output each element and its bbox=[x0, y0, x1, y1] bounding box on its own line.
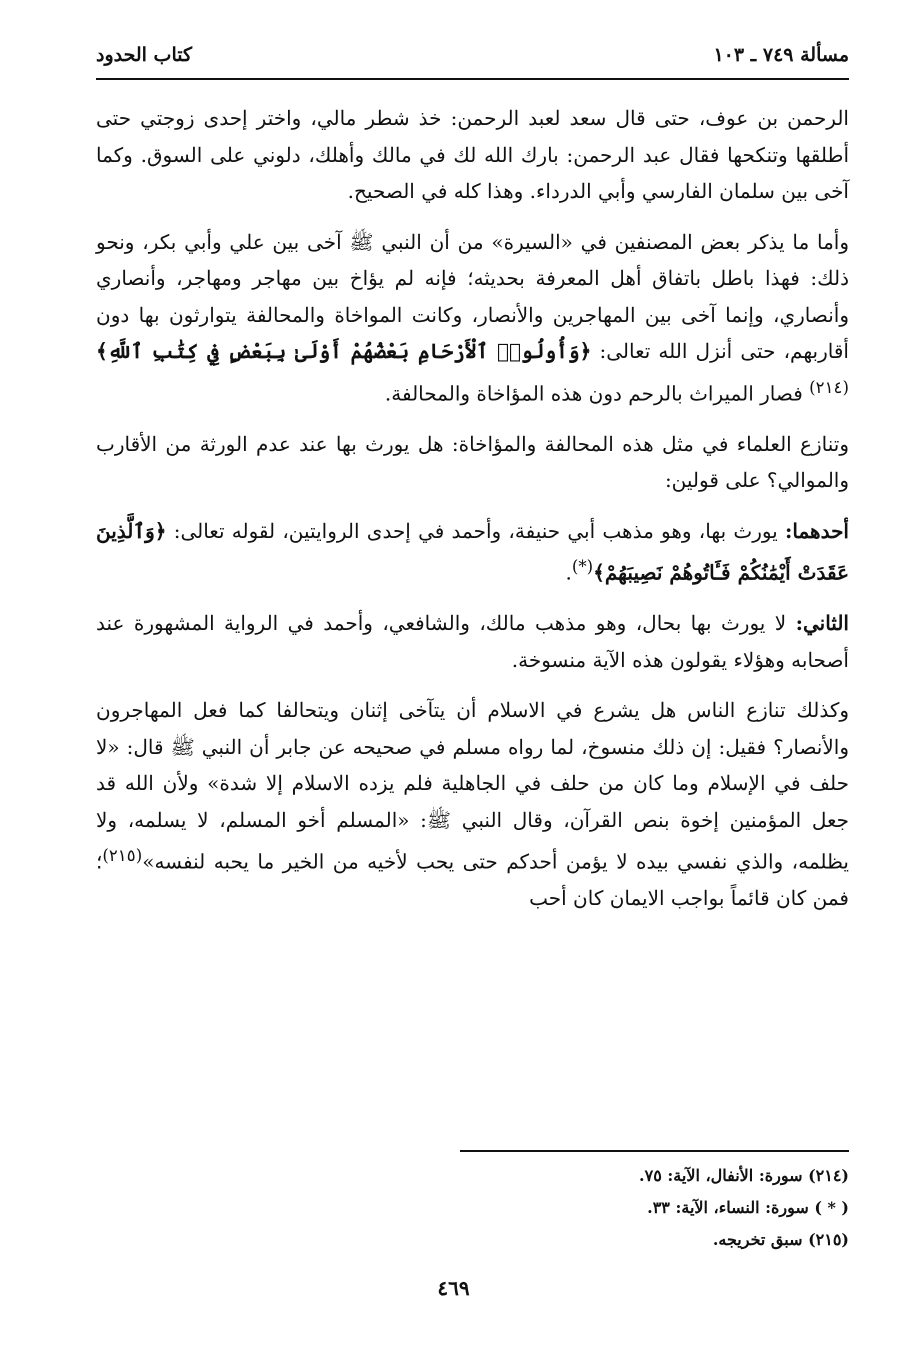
footnote: ( * ) سورة: النساء، الآية: ٣٣. bbox=[647, 1198, 849, 1217]
paragraph-text: وأما ما يذكر بعض المصنفين في «السيرة» من أن النبي ﷺ آخى بين علي وأبي بكر، ونحو ذلك: فهذا باطل باتفاق أهل المعرفة بحديثه؛ فإنه لم يؤاخ بين مهاجر ومهاجر، وأنصاري وأنصاري، وإنما آخى بين المهاجرين والأنصار، وكانت المواخاة والمحالفة يتوارثون بها دون أقاربهم، حتى أنزل الله تعالى: bbox=[96, 229, 849, 363]
footnote: (٢١٥) سبق تخريجه. bbox=[712, 1230, 849, 1249]
paragraph-text: لا يورث بها بحال، وهو مذهب مالك، والشافعي، وأحمد في الرواية المشهورة عند أصحابه وهؤلاء يقولون هذه الآية منسوخة. bbox=[96, 611, 849, 672]
paragraph-text: فصار الميراث بالرحم دون هذه المؤاخاة والمحالفة. bbox=[384, 381, 810, 406]
quran-verse: ﴿وَٱلَّذِينَ عَقَدَتْ أَيْمَٰنُكُمْ فَـَٔاتُوهُمْ نَصِيبَهُمْ﴾ bbox=[96, 518, 849, 585]
paragraph-text: . bbox=[565, 560, 572, 585]
footnote-ref: (٢١٤) bbox=[809, 377, 849, 397]
footnotes bbox=[400, 1160, 849, 1256]
footnote-ref: (٢١٥) bbox=[102, 846, 143, 866]
issue-title: مسألة ٧٤٩ ـ ١٠٣ bbox=[713, 44, 849, 66]
page-number: ٤٦٩ bbox=[437, 1276, 470, 1300]
paragraph-6 bbox=[96, 692, 849, 917]
paragraph-text: يورث بها، وهو مذهب أبي حنيفة، وأحمد في إحدى الروايتين، لقوله تعالى: bbox=[166, 518, 785, 543]
paragraph-text: وكذلك تنازع الناس هل يشرع في الاسلام أن يتآخى إثنان ويتحالفا كما فعل المهاجرون والأنصار؟ فقيل: إن ذلك منسوخ، لما رواه مسلم في صحيحه عن جابر أن النبي ﷺ قال: «لا حلف في الإسلام وما كان من حلف في الجاهلية فلم يزده الاسلام إلا شدة» ولأن الله قد جعل المؤمنين إخوة بنص القرآن، وقال النبي ﷺ: «المسلم أخو المسلم، لا يسلمه، ولا يظلمه، والذي نفسي بيده لا يؤمن أحدكم حتى يحب لأخيه من الخير ما يحبه لنفسه» bbox=[96, 698, 850, 874]
header-rule bbox=[96, 78, 849, 80]
footnote: (٢١٤) سورة: الأنفال، الآية: ٧٥. bbox=[639, 1166, 849, 1185]
running-header bbox=[96, 38, 849, 72]
paragraph-4 bbox=[96, 513, 849, 592]
paragraph-5 bbox=[96, 605, 849, 678]
paragraph-3 bbox=[96, 426, 849, 499]
footnote-ref: (*) bbox=[571, 557, 594, 577]
paragraph-text: ؛ فمن كان قائماً بواجب الايمان كان أحب bbox=[96, 849, 849, 911]
footnote-rule bbox=[460, 1150, 849, 1152]
quran-verse: ﴿وَأُولُوا۟ ٱلْأَرْحَامِ بَعْضُهُمْ أَوْلَىٰ بِبَعْضٍ فِي كِتَٰبِ ٱللَّهِ﴾ bbox=[96, 339, 592, 363]
opinion-label: أحدهما: bbox=[784, 518, 849, 543]
opinion-label: الثاني: bbox=[795, 611, 849, 636]
paragraph-text: وتنازع العلماء في مثل هذه المحالفة والمؤاخاة: هل يورث بها عند عدم الورثة من الأقارب والموالي؟ على قولين: bbox=[96, 431, 849, 493]
book-title: كتاب الحدود bbox=[96, 44, 193, 66]
paragraph-1 bbox=[96, 100, 849, 210]
main-text bbox=[96, 100, 849, 931]
paragraph-text: الرحمن بن عوف، حتى قال سعد لعبد الرحمن: خذ شطر مالي، واختر إحدى زوجتي حتى أطلقها وتنكحها فقال عبد الرحمن: بارك الله لك في مالك وأهلك، دلوني على السوق. وكما آخى بين سلمان الفارسي وأبي الدرداء. وهذا كله في الصحيح. bbox=[96, 106, 849, 203]
paragraph-2 bbox=[96, 224, 849, 412]
